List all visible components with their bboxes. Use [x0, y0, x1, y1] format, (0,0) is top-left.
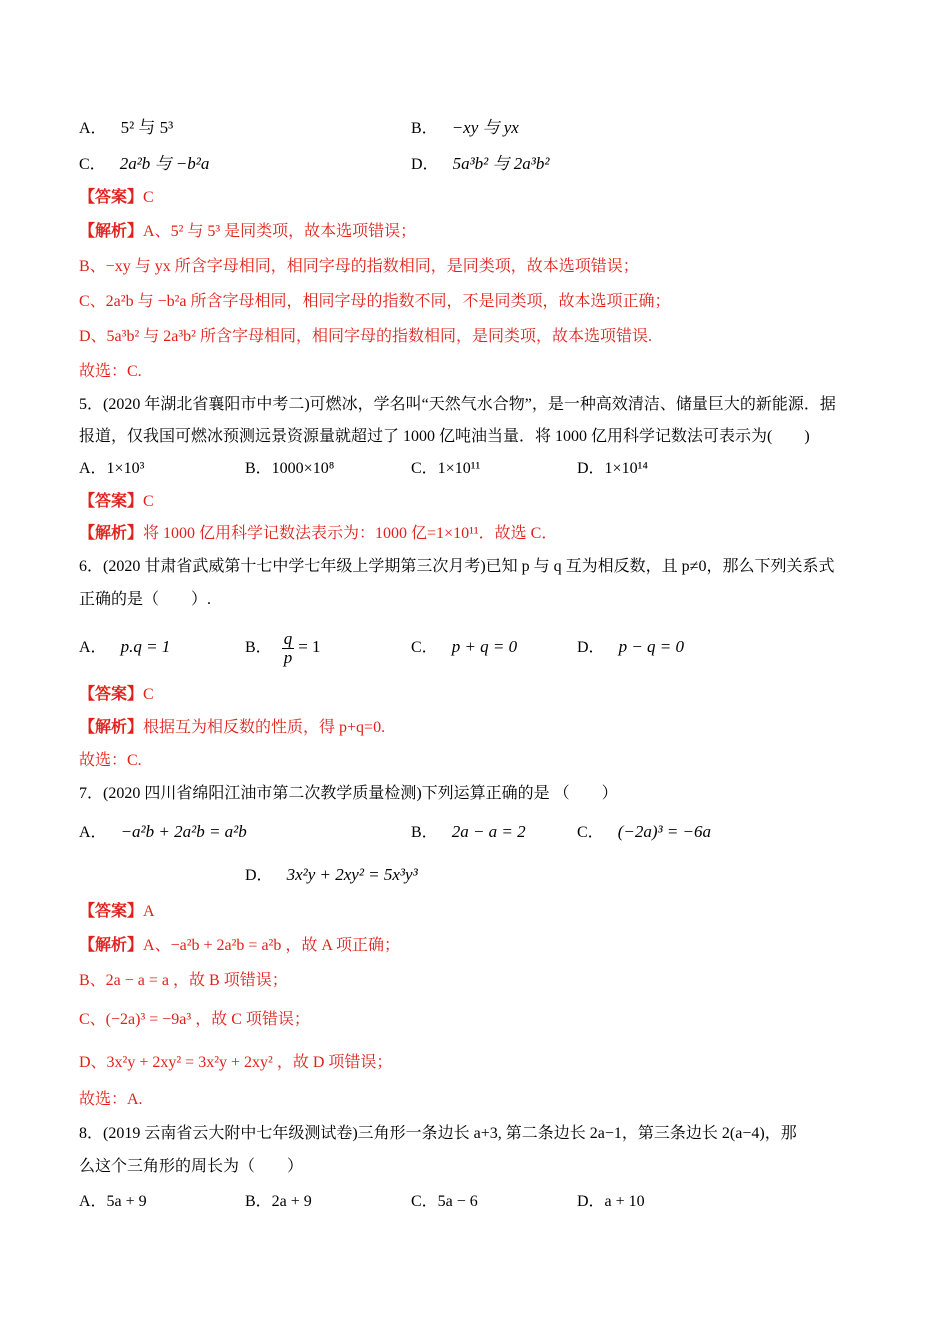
- q4-option-d-letter: D．: [411, 156, 439, 173]
- q8-option-a: A．5a + 9: [79, 1193, 147, 1210]
- q7-explain-2: B、2a − a = a ，故 B 项错误；: [79, 972, 288, 989]
- q7-explain-3: C、(−2a)³ = −9a³ ，故 C 项错误；: [79, 1011, 310, 1028]
- q8-option-d: D．a + 10: [577, 1193, 645, 1210]
- q6-option-a-letter: A．: [79, 639, 107, 656]
- q4-option-a-letter: A．: [79, 120, 107, 137]
- q5-answer: [79, 492, 154, 512]
- q5-explain-tag: 【解析】: [79, 525, 144, 542]
- q5-option-d: D．1×10¹⁴: [577, 460, 648, 477]
- q6-stem-line-2: 正确的是（ ）.: [79, 591, 212, 608]
- q7-stem: 7．(2020 四川省绵阳江油市第二次教学质量检测)下列运算正确的是 （ ）: [79, 785, 618, 802]
- q7-conclusion: 故选：A.: [79, 1091, 143, 1108]
- q4-option-c-expr: 2a²b 与 −b²a: [119, 154, 210, 173]
- q6-option-b-denominator: p: [283, 647, 293, 667]
- q5-option-b: B．1000×10⁸: [245, 460, 335, 477]
- q4-explain-2: B、−xy 与 yx 所含字母相同，相同字母的指数相同，是同类项，故本选项错误；: [79, 258, 639, 275]
- q7-option-a: [79, 822, 247, 843]
- q7-option-d: [245, 865, 418, 886]
- q7-option-c-expr: (−2a)³ = −6a: [617, 822, 712, 841]
- q6-stem-line-1: 6．(2020 甘肃省武威第十七中学七年级上学期第三次月考)已知 p 与 q 互为相反数，且 p≠0，那么下列关系式: [79, 558, 835, 575]
- q6-option-b-rhs: = 1: [298, 637, 321, 656]
- q7-option-d-letter: D．: [245, 867, 273, 884]
- q8-option-c: C．5a − 6: [411, 1193, 478, 1210]
- q7-explain-1: [79, 936, 400, 956]
- q5-explain: [79, 524, 557, 544]
- q4-explain-1: [79, 222, 416, 242]
- q4-conclusion: 故选：C.: [79, 363, 142, 380]
- q5-option-a: A．1×10³: [79, 460, 145, 477]
- q6-explain-text: 根据互为相反数的性质，得 p+q=0.: [143, 719, 386, 736]
- q6-answer-value: C: [143, 686, 154, 703]
- q5-stem-line-2: 报道，仅我国可燃冰预测远景资源量就超过了 1000 亿吨油当量．将 1000 亿用科学记数法可表示为( ): [79, 428, 810, 445]
- q4-option-a-expr: 5² 与 5³: [120, 118, 174, 137]
- q4-option-b-expr: −xy 与 yx: [451, 118, 519, 137]
- q6-explain-tag: 【解析】: [79, 719, 144, 736]
- q4-explain-text: A、5² 与 5³ 是同类项，故本选项错误；: [143, 223, 417, 240]
- q4-option-b: [411, 118, 519, 139]
- q7-option-d-expr: 3x²y + 2xy² = 5x³y³: [286, 865, 418, 884]
- q4-option-b-letter: B．: [411, 120, 438, 137]
- q7-answer: [79, 902, 155, 922]
- q7-explain-text: A、−a²b + 2a²b = a²b ，故 A 项正确；: [143, 937, 401, 954]
- q6-option-b-fraction: [282, 630, 295, 667]
- q7-option-a-letter: A．: [79, 824, 107, 841]
- q4-answer-tag: 【答案】: [79, 189, 144, 206]
- q5-answer-value: C: [143, 493, 154, 510]
- q4-answer-value: C: [143, 189, 154, 206]
- q6-option-b-letter: B．: [245, 639, 272, 656]
- q7-option-b-letter: B．: [411, 824, 438, 841]
- q6-option-d-letter: D．: [577, 639, 605, 656]
- q8-stem-line-2: 么这个三角形的周长为（ ）: [79, 1158, 304, 1175]
- q6-option-b-numerator: q: [283, 628, 293, 648]
- q6-conclusion: 故选：C.: [79, 752, 142, 769]
- q7-answer-tag: 【答案】: [79, 903, 144, 920]
- q7-explain-4: D、3x²y + 2xy² = 3x²y + 2xy² ，故 D 项错误；: [79, 1054, 393, 1071]
- q5-option-c: C．1×10¹¹: [411, 460, 481, 477]
- q7-option-a-expr: −a²b + 2a²b = a²b: [120, 822, 247, 841]
- q7-answer-value: A: [143, 903, 155, 920]
- q4-option-c-letter: C．: [79, 156, 106, 173]
- q6-option-a-expr: p.q = 1: [120, 637, 171, 656]
- q4-answer: [79, 188, 154, 208]
- q6-option-c: [411, 637, 517, 658]
- q6-option-b: [245, 627, 321, 668]
- q5-answer-tag: 【答案】: [79, 493, 144, 510]
- q7-explain-tag: 【解析】: [79, 937, 144, 954]
- q7-option-c: [577, 822, 711, 843]
- q6-answer-tag: 【答案】: [79, 686, 144, 703]
- q8-stem-line-1: 8．(2019 云南省云大附中七年级测试卷)三角形一条边长 a+3, 第二条边长 2a−1，第三条边长 2(a−4)，那: [79, 1125, 797, 1142]
- q6-explain: [79, 718, 385, 738]
- q4-option-a: [79, 118, 173, 139]
- q5-stem-line-1: 5．(2020 年湖北省襄阳市中考二)可燃冰，学名叫“天然气水合物”，是一种高效清洁、储量巨大的新能源．据: [79, 396, 836, 413]
- q4-option-c: [79, 154, 209, 175]
- q4-explain-3: C、2a²b 与 −b²a 所含字母相同，相同字母的指数不同，不是同类项，故本选项正确；: [79, 293, 671, 310]
- q4-explain-4: D、5a³b² 与 2a³b² 所含字母相同，相同字母的指数相同，是同类项，故本选项错误.: [79, 328, 652, 345]
- q6-answer: [79, 685, 154, 705]
- q4-explain-tag: 【解析】: [79, 223, 144, 240]
- q7-option-b-expr: 2a − a = 2: [451, 822, 526, 841]
- q6-option-d: [577, 637, 684, 658]
- q6-option-a: [79, 637, 170, 658]
- q6-option-c-letter: C．: [411, 639, 438, 656]
- q4-option-d: [411, 154, 549, 175]
- q7-option-b: [411, 822, 526, 843]
- q8-option-b: B．2a + 9: [245, 1193, 312, 1210]
- q4-option-d-expr: 5a³b² 与 2a³b²: [452, 154, 550, 173]
- q6-option-d-expr: p − q = 0: [618, 637, 685, 656]
- q5-explain-text: 将 1000 亿用科学记数法表示为：1000 亿=1×10¹¹．故选 C．: [143, 525, 558, 542]
- q6-option-c-expr: p + q = 0: [451, 637, 518, 656]
- q7-option-c-letter: C．: [577, 824, 604, 841]
